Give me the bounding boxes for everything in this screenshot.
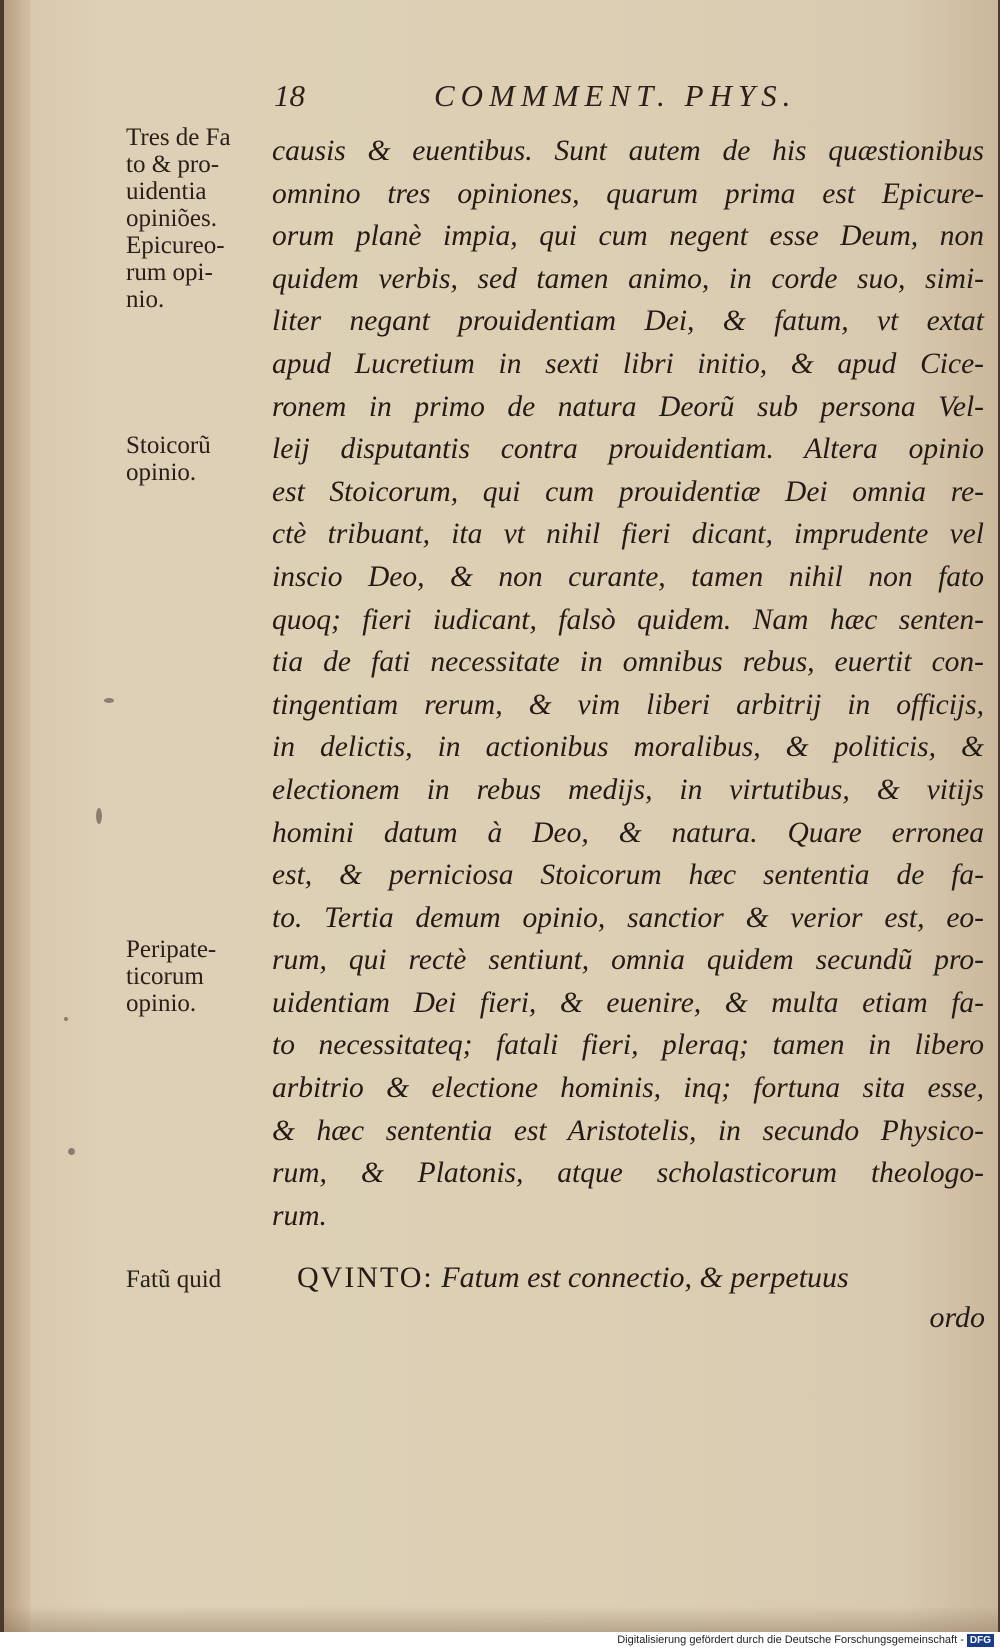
ink-blot	[68, 1148, 75, 1155]
margin-line: ticorum	[126, 963, 204, 990]
text-line: tia de fati necessitate in omnibus rebus, euertit con-	[272, 646, 984, 679]
margin-note-fatum	[126, 1266, 266, 1293]
margin-line: Epicureo-	[126, 232, 225, 259]
text-line: uidentiam Dei fieri, & euenire, & multa etiam fa-	[272, 986, 984, 1019]
text-line: homini datum à Deo, & natura. Quare erronea	[272, 816, 984, 849]
text-line: ctè tribuant, ita vt nihil fieri dicant, imprudente vel	[272, 518, 984, 551]
text-line: apud Lucretium in sexti libri initio, & apud Cice-	[272, 347, 984, 380]
dfg-logo: DFG	[967, 1634, 994, 1647]
text-line: electionem in rebus medijs, in virtutibus, & vitijs	[272, 773, 984, 806]
margin-line: nio.	[126, 286, 165, 313]
text-line: est, & perniciosa Stoicorum hæc sententia de fa-	[272, 859, 984, 892]
margin-note-stoics	[126, 432, 266, 486]
margin-line: opinio.	[126, 459, 197, 486]
text-line: leij disputantis contra prouidentiam. Altera opinio	[272, 433, 984, 466]
page-number: 18	[274, 78, 305, 113]
text-line: quidem verbis, sed tamen animo, in corde suo, simi-	[272, 262, 984, 295]
margin-line: Fatũ quid	[126, 1266, 222, 1293]
margin-note-peripatetics	[126, 936, 266, 1017]
section-lead: QVINTO:	[297, 1261, 434, 1294]
margin-line: Peripate-	[126, 936, 217, 963]
text-line: rum.	[272, 1199, 327, 1232]
margin-line: Tres de Fa	[126, 124, 231, 151]
section-text: Fatum est connectio, & perpetuus	[441, 1261, 849, 1294]
text-line: rum, qui rectè sentiunt, omnia quidem secundũ pro-	[272, 944, 984, 977]
text-line: to necessitateq; fatali fieri, pleraq; tamen in libero	[272, 1029, 984, 1062]
text-line: & hæc sententia est Aristotelis, in secundo Physico-	[272, 1114, 984, 1147]
text-line: orum planè impia, qui cum negent esse Deum, non	[272, 220, 984, 253]
text-line: tingentiam rerum, & vim liberi arbitrij in officijs,	[272, 688, 984, 721]
catchword: ordo	[929, 1301, 985, 1334]
margin-line: to & pro-	[126, 151, 220, 178]
text-line: arbitrio & electione hominis, inq; fortuna sita esse,	[272, 1072, 984, 1105]
margin-line: opinio.	[126, 990, 197, 1017]
main-text-block	[272, 130, 984, 1237]
ink-blot	[104, 698, 114, 703]
text-line: inscio Deo, & non curante, tamen nihil non fato	[272, 560, 984, 593]
margin-line: Stoicorũ	[126, 432, 211, 459]
margin-line: rum opi-	[126, 259, 213, 286]
margin-line: uidentia	[126, 178, 207, 205]
ink-blot	[64, 1017, 68, 1021]
text-line: rum, & Platonis, atque scholasticorum theologo-	[272, 1157, 984, 1190]
text-line: in delictis, in actionibus moralibus, & politicis, &	[272, 731, 984, 764]
ink-blot	[96, 808, 102, 824]
text-line: omnino tres opiniones, quarum prima est Epicure-	[272, 177, 984, 210]
margin-line: opiniões.	[126, 205, 217, 232]
text-line: quoq; fieri iudicant, falsò quidem. Nam hæc senten-	[272, 603, 984, 636]
digitization-footer	[0, 1632, 1000, 1649]
footer-credit: Digitalisierung gefördert durch die Deutsche Forschungsgemeinschaft -	[617, 1634, 964, 1646]
text-line: liter negant prouidentiam Dei, & fatum, vt extat	[272, 305, 984, 338]
margin-note-opinions	[126, 124, 266, 313]
section-quinto	[297, 1258, 985, 1338]
book-page	[4, 0, 998, 1632]
running-title: COMMMENT. PHYS.	[434, 78, 797, 113]
text-line: est Stoicorum, qui cum prouidentiæ Dei omnia re-	[272, 475, 984, 508]
text-line: causis & euentibus. Sunt autem de his quæstionibus	[272, 135, 984, 167]
text-line: ronem in primo de natura Deorũ sub persona Vel-	[272, 390, 984, 423]
text-line: to. Tertia demum opinio, sanctior & verior est, eo-	[272, 901, 984, 934]
